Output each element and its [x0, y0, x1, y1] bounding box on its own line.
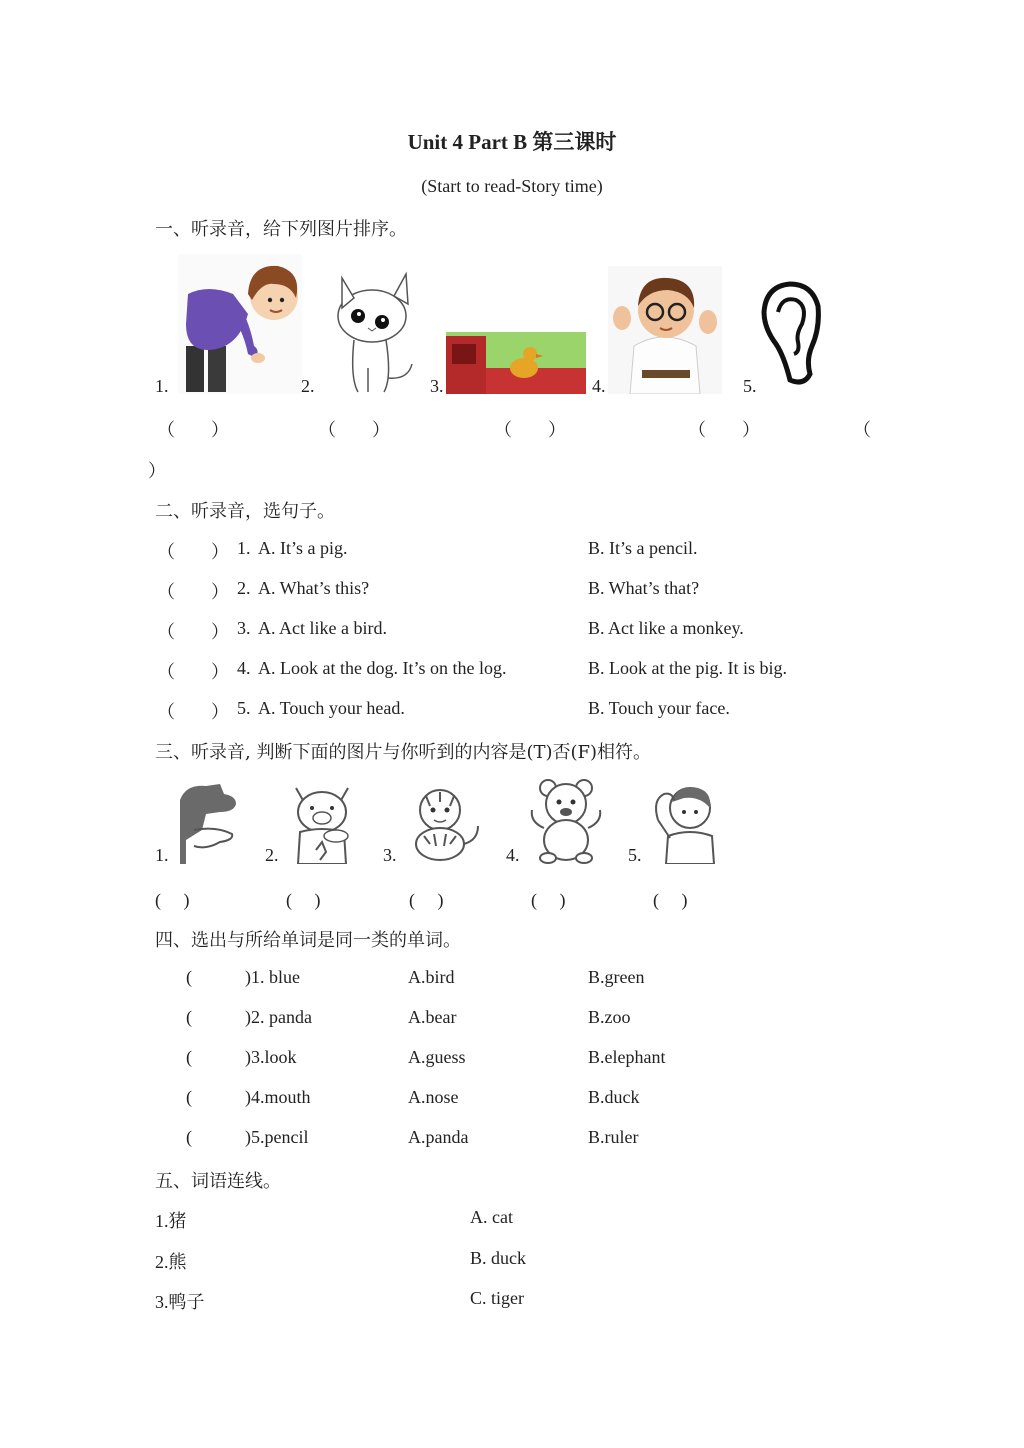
s2-row1-bracket[interactable]: （ ） — [157, 542, 229, 562]
s1-number-3: 3. — [430, 376, 444, 396]
s4-row1-bracket[interactable]: ( — [186, 967, 192, 987]
section2-heading: 二、听录音，选句子。 — [155, 501, 335, 522]
s3-answer-2[interactable]: ( ) — [286, 890, 321, 910]
s2-row3-bracket[interactable]: （ ） — [157, 622, 229, 642]
s2-row1-option-a: A. It’s a pig. — [258, 538, 348, 558]
s5-left-3[interactable]: 3.鸭子 — [155, 1292, 205, 1312]
s1-answer-5[interactable]: （ — [853, 420, 871, 440]
s5-right-1[interactable]: A. cat — [470, 1207, 513, 1227]
s4-row4-bracket[interactable]: ( — [186, 1087, 192, 1107]
s2-row5-option-a: A. Touch your head. — [258, 698, 405, 718]
shadow-dog-icon — [176, 780, 240, 864]
section4-heading: 四、选出与所给单词是同一类的单词。 — [155, 930, 461, 951]
s4-row1-option-b: B.green — [588, 967, 645, 987]
duck-in-box-icon — [446, 332, 586, 394]
s4-row3-option-b: B.elephant — [588, 1047, 666, 1067]
s4-row4-word: )4.mouth — [245, 1087, 311, 1107]
s1-number-2: 2. — [301, 376, 315, 396]
cat-icon — [328, 268, 420, 394]
s2-row4-bracket[interactable]: （ ） — [157, 662, 229, 682]
s3-number-3: 3. — [383, 845, 397, 865]
s2-row5-bracket[interactable]: （ ） — [157, 702, 229, 722]
s5-right-3[interactable]: C. tiger — [470, 1288, 524, 1308]
s4-row2-option-a: A.bear — [408, 1007, 457, 1027]
tiger-icon — [404, 782, 482, 862]
s1-answer-5-close: ） — [148, 461, 166, 481]
s2-row4-option-a: A. Look at the dog. It’s on the log. — [258, 658, 507, 678]
s4-row4-option-a: A.nose — [408, 1087, 459, 1107]
s1-number-5: 5. — [743, 376, 757, 396]
s4-row1-word: )1. blue — [245, 967, 300, 987]
s4-row5-option-a: A.panda — [408, 1127, 469, 1147]
s4-row3-word: )3.look — [245, 1047, 297, 1067]
s4-row5-option-b: B.ruler — [588, 1127, 639, 1147]
s3-answer-3[interactable]: ( ) — [409, 890, 444, 910]
s5-right-2[interactable]: B. duck — [470, 1248, 526, 1268]
pig-eating-icon — [286, 780, 358, 864]
s2-row2-bracket[interactable]: （ ） — [157, 582, 229, 602]
s2-row2-option-b: B. What’s that? — [588, 578, 700, 598]
s2-row1-num: 1. — [237, 538, 251, 558]
boy-touching-head-icon — [648, 780, 720, 864]
s1-number-1: 1. — [155, 376, 169, 396]
ear-icon — [760, 280, 822, 388]
s4-row5-bracket[interactable]: ( — [186, 1127, 192, 1147]
s4-row4-option-b: B.duck — [588, 1087, 640, 1107]
s2-row2-num: 2. — [237, 578, 251, 598]
s3-number-5: 5. — [628, 845, 642, 865]
s1-answer-1[interactable]: （ ） — [157, 420, 229, 440]
s3-number-2: 2. — [265, 845, 279, 865]
section3-heading: 三、听录音, 判断下面的图片与你听到的内容是(T)否(F)相符。 — [155, 742, 652, 763]
s1-answer-3[interactable]: （ ） — [494, 420, 566, 440]
s4-row2-option-b: B.zoo — [588, 1007, 631, 1027]
boy-bending-icon — [178, 254, 302, 394]
s2-row3-option-b: B. Act like a monkey. — [588, 618, 744, 638]
s2-row5-option-b: B. Touch your face. — [588, 698, 730, 718]
s3-answer-1[interactable]: ( ) — [155, 890, 190, 910]
s1-answer-4[interactable]: （ ） — [688, 420, 760, 440]
s4-row2-word: )2. panda — [245, 1007, 312, 1027]
s5-left-1[interactable]: 1.猪 — [155, 1211, 187, 1231]
s2-row1-option-b: B. It’s a pencil. — [588, 538, 698, 558]
s2-row3-num: 3. — [237, 618, 251, 638]
s1-answer-2[interactable]: （ ） — [318, 420, 390, 440]
s2-row2-option-a: A. What’s this? — [258, 578, 370, 598]
page-title: Unit 4 Part B 第三课时 — [407, 130, 617, 154]
s2-row3-option-a: A. Act like a bird. — [258, 618, 387, 638]
s3-number-1: 1. — [155, 845, 169, 865]
s4-row3-option-a: A.guess — [408, 1047, 466, 1067]
s2-row4-option-b: B. Look at the pig. It is big. — [588, 658, 787, 678]
s3-answer-5[interactable]: ( ) — [653, 890, 688, 910]
s4-row2-bracket[interactable]: ( — [186, 1007, 192, 1027]
s3-answer-4[interactable]: ( ) — [531, 890, 566, 910]
s3-number-4: 4. — [506, 845, 520, 865]
s2-row5-num: 5. — [237, 698, 251, 718]
bear-icon — [526, 776, 606, 864]
s4-row5-word: )5.pencil — [245, 1127, 309, 1147]
boy-glasses-icon — [608, 266, 722, 394]
page-subtitle: (Start to read-Story time) — [421, 176, 603, 196]
section1-heading: 一、听录音，给下列图片排序。 — [155, 219, 407, 240]
s5-left-2[interactable]: 2.熊 — [155, 1252, 187, 1272]
s2-row4-num: 4. — [237, 658, 251, 678]
s4-row3-bracket[interactable]: ( — [186, 1047, 192, 1067]
s4-row1-option-a: A.bird — [408, 967, 455, 987]
s1-number-4: 4. — [592, 376, 606, 396]
section5-heading: 五、词语连线。 — [155, 1171, 281, 1192]
